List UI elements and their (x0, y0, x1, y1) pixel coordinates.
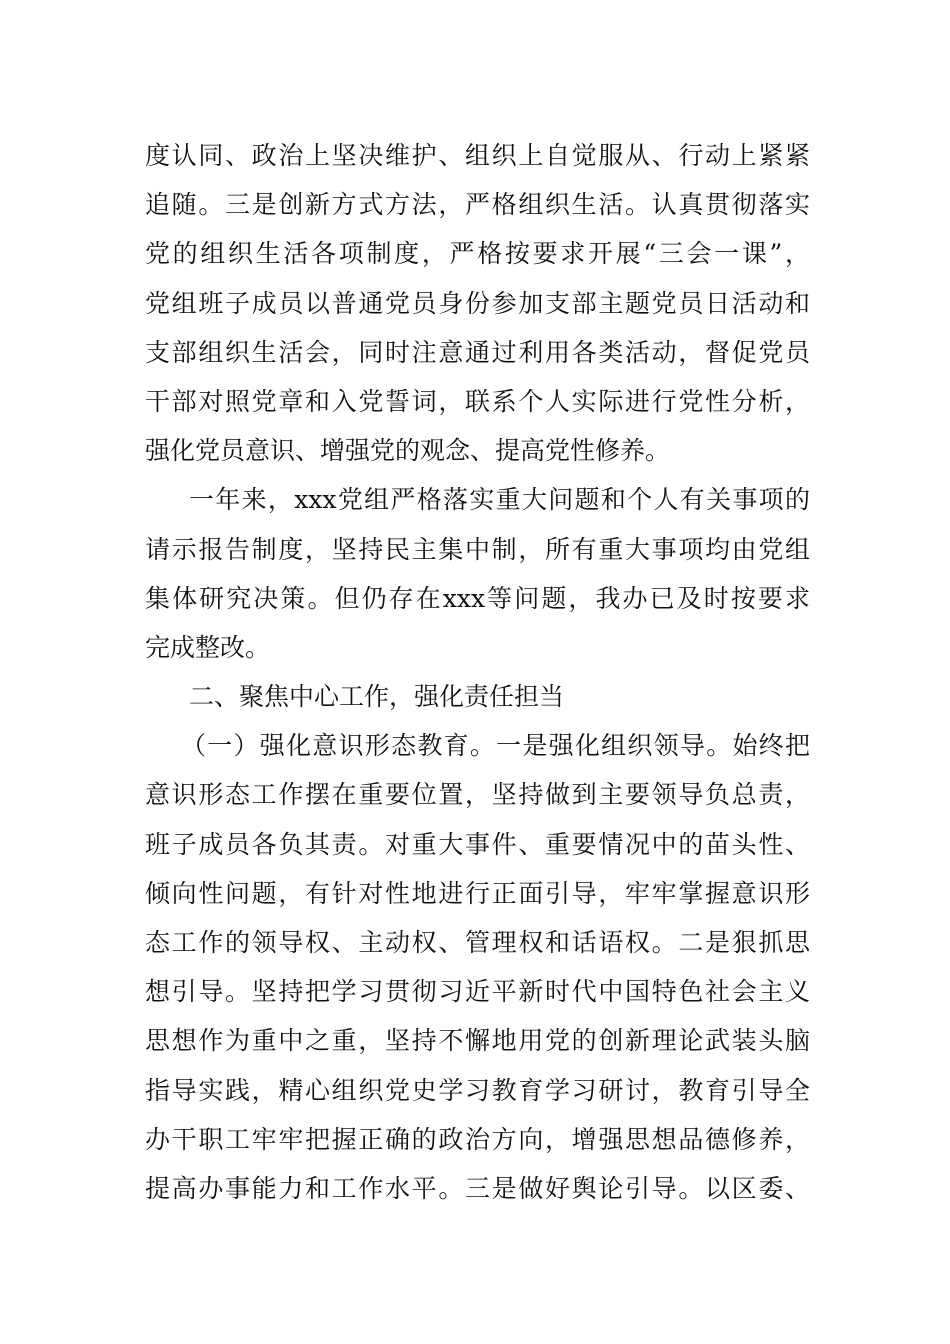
text-line: 倾向性问题，有针对性地进行正面引导，牢牢掌握意识形 (145, 878, 810, 908)
text-line: 想引导。坚持把学习贯彻习近平新时代中国特色社会主义 (145, 977, 810, 1007)
section-heading: 二、聚焦中心工作，强化责任担当 (189, 682, 565, 712)
text-line: 思想作为重中之重，坚持不懈地用党的创新理论武装头脑 (145, 1026, 810, 1056)
text-line: 提高办事能力和工作水平。三是做好舆论引导。以区委、 (145, 1173, 810, 1203)
text-line: 班子成员各负其责。对重大事件、重要情况中的苗头性、 (145, 829, 810, 859)
text-line: 意识形态工作摆在重要位置，坚持做到主要领导负总责， (145, 780, 810, 810)
body-text (145, 131, 810, 1213)
text-line: 办干职工牢牢把握正确的政治方向，增强思想品德修养， (145, 1124, 810, 1154)
paragraph-start-line: （一）强化意识形态教育。一是强化组织领导。始终把 (181, 731, 810, 761)
text-line: 党组班子成员以普通党员身份参加支部主题党员日活动和 (145, 288, 810, 318)
text-line: 度认同、政治上坚决维护、组织上自觉服从、行动上紧紧 (145, 141, 810, 170)
text-line: 完成整改。 (145, 632, 271, 662)
text-line: 追随。三是创新方式方法，严格组织生活。认真贯彻落实 (145, 190, 810, 220)
text-line: 态工作的领导权、主动权、管理权和话语权。二是狠抓思 (145, 928, 810, 957)
text-line: 干部对照党章和入党誓词，联系个人实际进行党性分析， (145, 386, 810, 416)
paragraph-start-line: 一年来，xxx党组严格落实重大问题和个人有关事项的 (189, 485, 810, 515)
text-line: 强化党员意识、增强党的观念、提高党性修养。 (145, 436, 671, 466)
text-line: 请示报告制度，坚持民主集中制，所有重大事项均由党组 (145, 534, 810, 564)
text-line: 支部组织生活会，同时注意通过利用各类活动，督促党员 (145, 337, 810, 367)
text-line: 党的组织生活各项制度，严格按要求开展“三会一课”， (145, 239, 810, 269)
text-line: 集体研究决策。但仍存在xxx等问题，我办已及时按要求 (145, 583, 810, 613)
text-line: 指导实践，精心组织党史学习教育学习研讨，教育引导全 (145, 1075, 810, 1105)
